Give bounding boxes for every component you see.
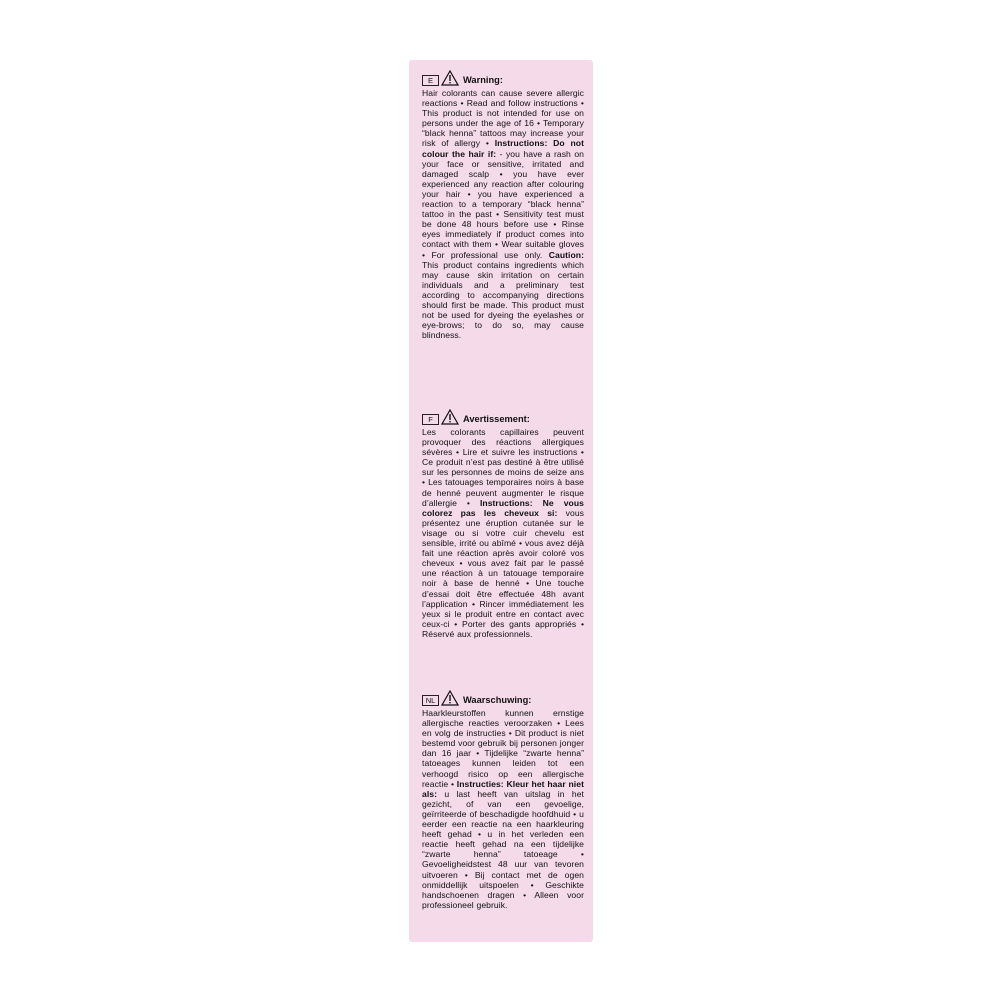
- warning-text-part: This product contains ingredients which may cause skin irritation on certain individuals and a preliminary test according to accompanying directions should first be made. This product must not be used for dyeing the eyelashes or eye-brows; to do so, may cause blindness.: [422, 259, 584, 341]
- warning-text-part: Haarkleurstoffen kunnen ernstige allergische reacties veroorzaken • Lees en volg de instructies • Dit product is niet bestemd voor gebruik bij personen jonger dan 16 jaar • Tijdelijke “zwarte henna” tatoeages kunnen leiden tot een verhoogd risico op een allergische reactie •: [422, 708, 584, 789]
- warning-triangle-icon: [441, 409, 459, 425]
- warning-label-panel: [409, 60, 593, 942]
- language-code-badge: F: [422, 414, 439, 425]
- language-code-badge: NL: [422, 695, 439, 706]
- section-header: [422, 407, 584, 427]
- section-title: Avertissement:: [463, 414, 530, 424]
- warning-section-english: [422, 68, 584, 340]
- section-header: [422, 68, 584, 88]
- warning-text: [422, 427, 584, 639]
- section-title: Warning:: [463, 75, 503, 85]
- warning-triangle-icon: [441, 690, 459, 706]
- warning-text-part: - you have a rash on your face or sensitive, irritated and damaged scalp • you have ever experienced any reaction after colouring your hair • you have experienced a reaction to a temporary “black henna” tattoo in the past • Sensitivity test must be done 48 hours before use • Rinse eyes immediately if product comes into contact with them • Wear suitable gloves • For professional use only.: [422, 148, 584, 260]
- warning-text: [422, 708, 584, 910]
- warning-text-part: vous présentez une éruption cutanée sur le visage ou si votre cuir chevelu est sensible, irrité ou abîmé • vous avez déjà fait une réaction après avoir coloré vos cheveux • vous avez fait par le passé une réaction à un tatouage temporaire noir à base de henné • Une touche d’essai doit être effectuée 48h avant l’application • Rincer immédiatement les yeux si le produit entre en contact avec ceux-ci • Porter des gants appropriés • Réservé aux professionnels.: [422, 507, 585, 639]
- warning-text-part: Les colorants capillaires peuvent provoquer des réactions allergiques sévères • Lire et suivre les instructions • Ce produit n’est pas destiné à être utilisé sur les personnes de moins de seize ans • Les tatouages temporaires noirs à base de henné peuvent augmenter le risque d’allergie •: [422, 427, 584, 508]
- warning-section-dutch: [422, 688, 584, 910]
- caution-heading: Caution:: [548, 249, 584, 260]
- warning-triangle-icon: [441, 70, 459, 86]
- section-title: Waarschuwing:: [463, 695, 532, 705]
- instructions-heading: Instructies: Kleur het haar niet als:: [422, 778, 584, 799]
- warning-text: [422, 88, 584, 340]
- instructions-heading: Instructions: Do not colour the hair if:: [422, 138, 585, 159]
- instructions-heading: Instructions: Ne vous colorez pas les cheveux si:: [422, 497, 584, 518]
- warning-section-french: [422, 407, 584, 639]
- section-header: [422, 688, 584, 708]
- warning-text-part: Hair colorants can cause severe allergic reactions • Read and follow instructions • This product is not intended for use on persons under the age of 16 • Temporary “black henna” tattoos may increase your risk of allergy •: [422, 88, 584, 149]
- warning-text-part: u last heeft van uitslag in het gezicht, of van een gevoelige, geïrriteerde of beschadigde hoofdhuid • u eerder een reactie na een haarkleuring heeft gehad • u in het verleden een reactie heeft gehad na een tijdelijke “zwarte henna” tatoeage • Gevoeligheidstest 48 uur van tevoren uitvoeren • Bij contact met de ogen onmiddellijk uitspoelen • Geschikte handschoenen dragen • Alleen voor professioneel gebruik.: [422, 788, 584, 910]
- language-code-badge: E: [422, 75, 439, 86]
